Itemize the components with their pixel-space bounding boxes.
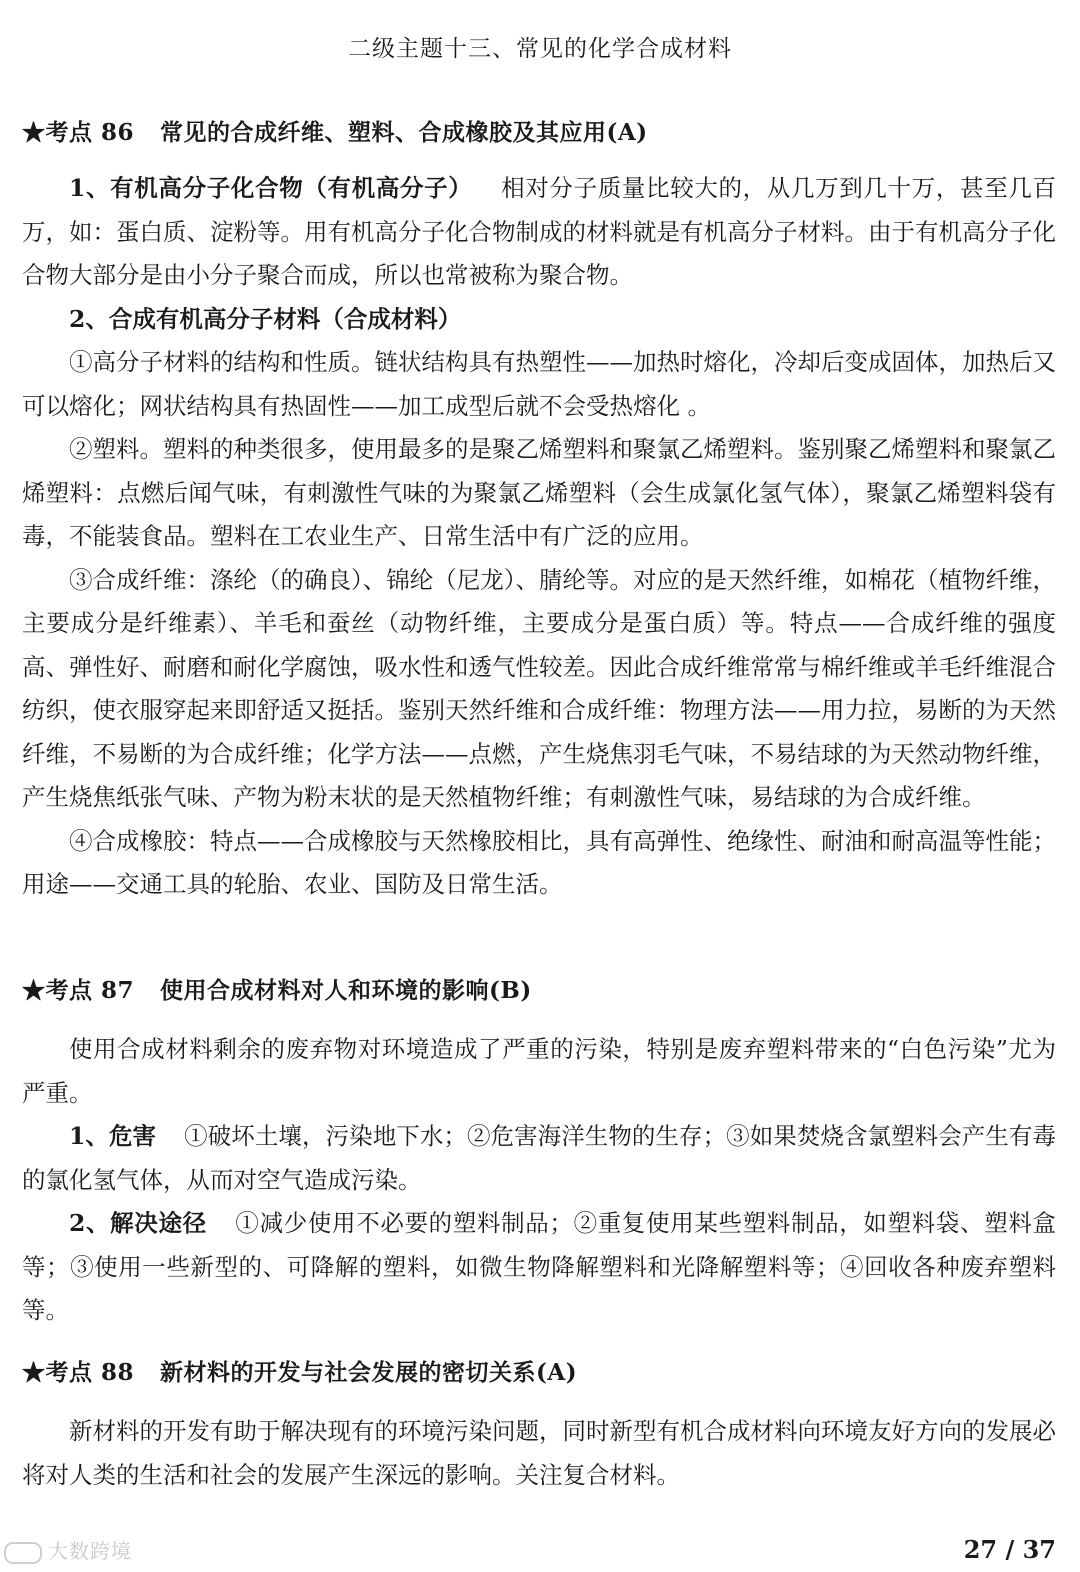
paragraph-heading: 1、有机高分子化合物（有机高分子）	[69, 174, 473, 202]
paragraph: ④合成橡胶：特点——合成橡胶与天然橡胶相比，具有高弹性、绝缘性、耐油和耐高温等性能；用途——交通工具的轮胎、农业、国防及日常生活。	[22, 826, 1056, 898]
watermark-logo-icon	[4, 1542, 42, 1564]
watermark	[4, 1535, 132, 1564]
paragraph: 使用合成材料剩余的废弃物对环境造成了严重的污染，特别是废弃塑料带来的“白色污染”尤为严重。	[22, 1035, 1056, 1107]
paragraph-text: ①破坏土壤，污染地下水；②危害海洋生物的生存；③如果焚烧含氯塑料会产生有毒的氯化氢气体，从而对空气造成污染。	[22, 1122, 1056, 1194]
paragraph-heading: 1、危害	[69, 1122, 157, 1150]
section-number: ★考点 86	[22, 119, 135, 146]
section-heading-87	[22, 972, 1058, 1005]
section-number: ★考点 88	[22, 1359, 135, 1386]
paragraph	[22, 167, 1056, 298]
section-heading-88	[22, 1354, 1058, 1387]
paragraph: ③合成纤维：涤纶（的确良）、锦纶（尼龙）、腈纶等。对应的是天然纤维，如棉花（植物纤维，主要成分是纤维素）、羊毛和蚕丝（动物纤维，主要成分是蛋白质）等。特点——合成纤维的强度高、弹性好、耐磨和耐化学腐蚀，吸水性和透气性较差。因此合成纤维常常与棉纤维或羊毛纤维混合纺织，使衣服穿起来即舒适又挺括。鉴别天然纤维和合成纤维：物理方法——用力拉，易断的为天然纤维，不易断的为合成纤维；化学方法——点燃，产生烧焦羽毛气味，不易结球的为天然动物纤维，产生烧焦纸张气味、产物为粉末状的是天然植物纤维；有刺激性气味，易结球的为合成纤维。	[22, 565, 1056, 811]
section-title-text: 常见的合成纤维、塑料、合成橡胶及其应用(A)	[160, 119, 648, 146]
paragraph: 新材料的开发有助于解决现有的环境污染问题，同时新型有机合成材料向环境友好方向的发展必将对人类的生活和社会的发展产生深远的影响。关注复合材料。	[22, 1417, 1056, 1489]
paragraph-heading: 2、合成有机高分子材料（合成材料）	[69, 304, 462, 333]
section-86-body	[22, 167, 1056, 907]
page-number: 27 / 37	[963, 1535, 1056, 1564]
paragraph: ②塑料。塑料的种类很多，使用最多的是聚乙烯塑料和聚氯乙烯塑料。鉴别聚乙烯塑料和聚氯乙烯塑料：点燃后闻气味，有刺激性气味的为聚氯乙烯塑料（会生成氯化氢气体），聚氯乙烯塑料袋有毒，不能装食品。塑料在工农业生产、日常生活中有广泛的应用。	[22, 435, 1056, 550]
paragraph-text: 相对分子质量比较大的，从几万到几十万，甚至几百万，如：蛋白质、淀粉等。用有机高分子化合物制成的材料就是有机高分子材料。由于有机高分子化合物大部分是由小分子聚合而成，所以也常被称为聚合物。	[22, 174, 1056, 289]
paragraph-heading: 2、解决途径	[69, 1209, 207, 1237]
paragraph: ①高分子材料的结构和性质。链状结构具有热塑性——加热时熔化，冷却后变成固体，加热后又可以熔化；网状结构具有热固性——加工成型后就不会受热熔化 。	[22, 348, 1056, 420]
paragraph	[22, 1115, 1056, 1202]
paragraph	[22, 1202, 1056, 1333]
page-title: 二级主题十三、常见的化学合成材料	[348, 36, 732, 62]
paragraph-text: ①减少使用不必要的塑料制品；②重复使用某些塑料制品，如塑料袋、塑料盒等；③使用一些新型的、可降解的塑料，如微生物降解塑料和光降解塑料等；④回收各种废弃塑料等。	[22, 1209, 1056, 1324]
watermark-text: 大数跨境	[48, 1539, 132, 1563]
section-88-body	[22, 1410, 1056, 1497]
section-number: ★考点 87	[22, 977, 135, 1004]
section-87-body	[22, 1028, 1056, 1333]
section-title-text: 使用合成材料对人和环境的影响(B)	[160, 977, 532, 1004]
paragraph	[22, 298, 1056, 342]
section-heading-86	[22, 114, 1058, 147]
section-title-text: 新材料的开发与社会发展的密切关系(A)	[160, 1359, 578, 1386]
